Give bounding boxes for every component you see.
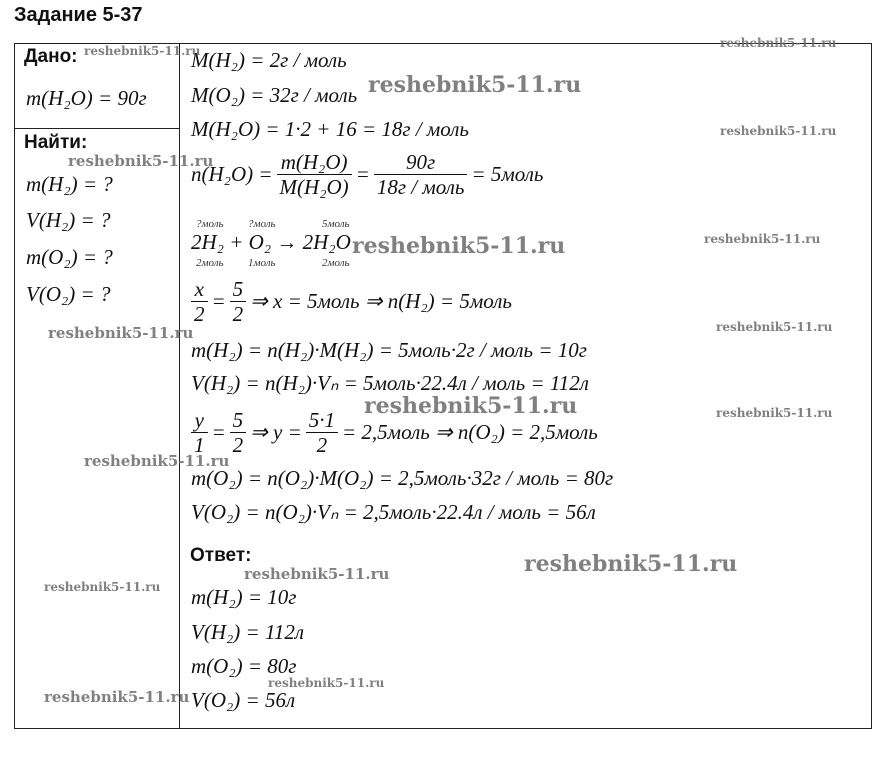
equation-text: = [211, 420, 226, 444]
watermark: reshebnik5-11.ru [268, 676, 385, 690]
fraction-denominator: 1 [194, 433, 205, 457]
watermark: reshebnik5-11.ru [720, 124, 837, 138]
fraction [306, 408, 338, 457]
fraction [191, 408, 208, 457]
fraction-numerator: x [191, 277, 208, 302]
watermark: reshebnik5-11.ru [704, 232, 821, 246]
reaction-annotation-bottom: 1моль [248, 257, 276, 269]
find-item: m(H₂) = ? [26, 172, 113, 196]
find-item: V(O₂) = ? [26, 282, 111, 306]
find-item: V(H₂) = ? [26, 208, 111, 232]
given-item: m(H₂O) = 90г [26, 86, 147, 110]
task-title: Задание 5-37 [14, 4, 143, 26]
solution-line: M(H₂O) = 1·2 + 16 = 18г / моль [191, 117, 469, 141]
given-divider [14, 128, 180, 129]
fraction [277, 150, 352, 199]
moles-water-equation [191, 150, 543, 199]
fraction [191, 277, 208, 326]
equation-text: ⇒ x = 5моль ⇒ n(H₂) = 5моль [250, 289, 512, 313]
answer-item: m(H₂) = 10г [191, 585, 297, 609]
watermark: reshebnik5-11.ru [244, 565, 390, 583]
watermark: reshebnik5-11.ru [524, 551, 738, 577]
watermark: reshebnik5-11.ru [44, 688, 190, 706]
proportion-hydrogen [191, 277, 512, 326]
watermark: reshebnik5-11.ru [44, 580, 161, 594]
equation-text: ⇒ y = [250, 420, 302, 444]
fraction-numerator: 90г [374, 150, 468, 175]
reaction-annotation-bottom: 2моль [196, 257, 224, 269]
fraction [374, 150, 468, 199]
watermark: reshebnik5-11.ru [720, 36, 837, 50]
equation-text: = 5моль [471, 162, 544, 186]
fraction-denominator: 2 [316, 433, 328, 457]
solution-line: V(H₂) = n(H₂)·Vₙ = 5моль·22.4л / моль = 112л [191, 371, 589, 395]
solution-line: V(O₂) = n(O₂)·Vₙ = 2,5моль·22.4л / моль = 56л [191, 500, 596, 524]
fraction-denominator: 2 [194, 302, 205, 326]
equation-text: n(H₂O) = [191, 162, 273, 186]
fraction [230, 277, 247, 326]
solution-line: m(H₂) = n(H₂)·M(H₂) = 5моль·2г / моль = 10г [191, 338, 587, 362]
watermark: reshebnik5-11.ru [48, 324, 194, 342]
fraction-numerator: 5 [230, 277, 247, 302]
watermark: reshebnik5-11.ru [368, 72, 582, 98]
given-label: Дано: [24, 46, 78, 67]
reaction-annotation-top: ?моль [248, 218, 276, 230]
solution-line: M(H₂) = 2г / моль [191, 48, 347, 72]
fraction-numerator: 5·1 [306, 408, 338, 433]
answer-item: m(O₂) = 80г [191, 654, 297, 678]
fraction-denominator: 18г / моль [376, 175, 465, 199]
watermark: reshebnik5-11.ru [716, 406, 833, 420]
equation-text: = [211, 289, 226, 313]
equation-text: = 2,5моль ⇒ n(O₂) = 2,5моль [342, 420, 598, 444]
find-label: Найти: [24, 132, 88, 153]
solution-line: m(O₂) = n(O₂)·M(O₂) = 2,5моль·32г / моль = 80г [191, 466, 614, 490]
fraction-numerator: y [191, 408, 208, 433]
equation-text: = [355, 162, 370, 186]
answer-label: Ответ: [190, 545, 252, 566]
reaction-annotation-top: 5моль [322, 218, 350, 230]
fraction-denominator: 2 [232, 433, 244, 457]
watermark: reshebnik5-11.ru [84, 452, 230, 470]
watermark: reshebnik5-11.ru [84, 44, 201, 58]
fraction [230, 408, 247, 457]
reaction-annotation-bottom: 2моль [322, 257, 350, 269]
answer-item: V(O₂) = 56л [191, 688, 296, 712]
watermark: reshebnik5-11.ru [68, 152, 214, 170]
watermark: reshebnik5-11.ru [716, 320, 833, 334]
column-divider [179, 43, 180, 729]
solution-line: M(O₂) = 32г / моль [191, 83, 358, 107]
watermark: reshebnik5-11.ru [352, 233, 566, 259]
watermark: reshebnik5-11.ru [364, 393, 578, 419]
reaction-equation: 2H₂ + O₂ → 2H₂O [191, 230, 351, 254]
reaction-annotation-top: ?моль [196, 218, 224, 230]
fraction-denominator: 2 [232, 302, 244, 326]
answer-item: V(H₂) = 112л [191, 620, 305, 644]
fraction-numerator: m(H₂O) [277, 150, 352, 175]
find-item: m(O₂) = ? [26, 245, 113, 269]
fraction-denominator: M(H₂O) [279, 175, 349, 199]
fraction-numerator: 5 [230, 408, 247, 433]
